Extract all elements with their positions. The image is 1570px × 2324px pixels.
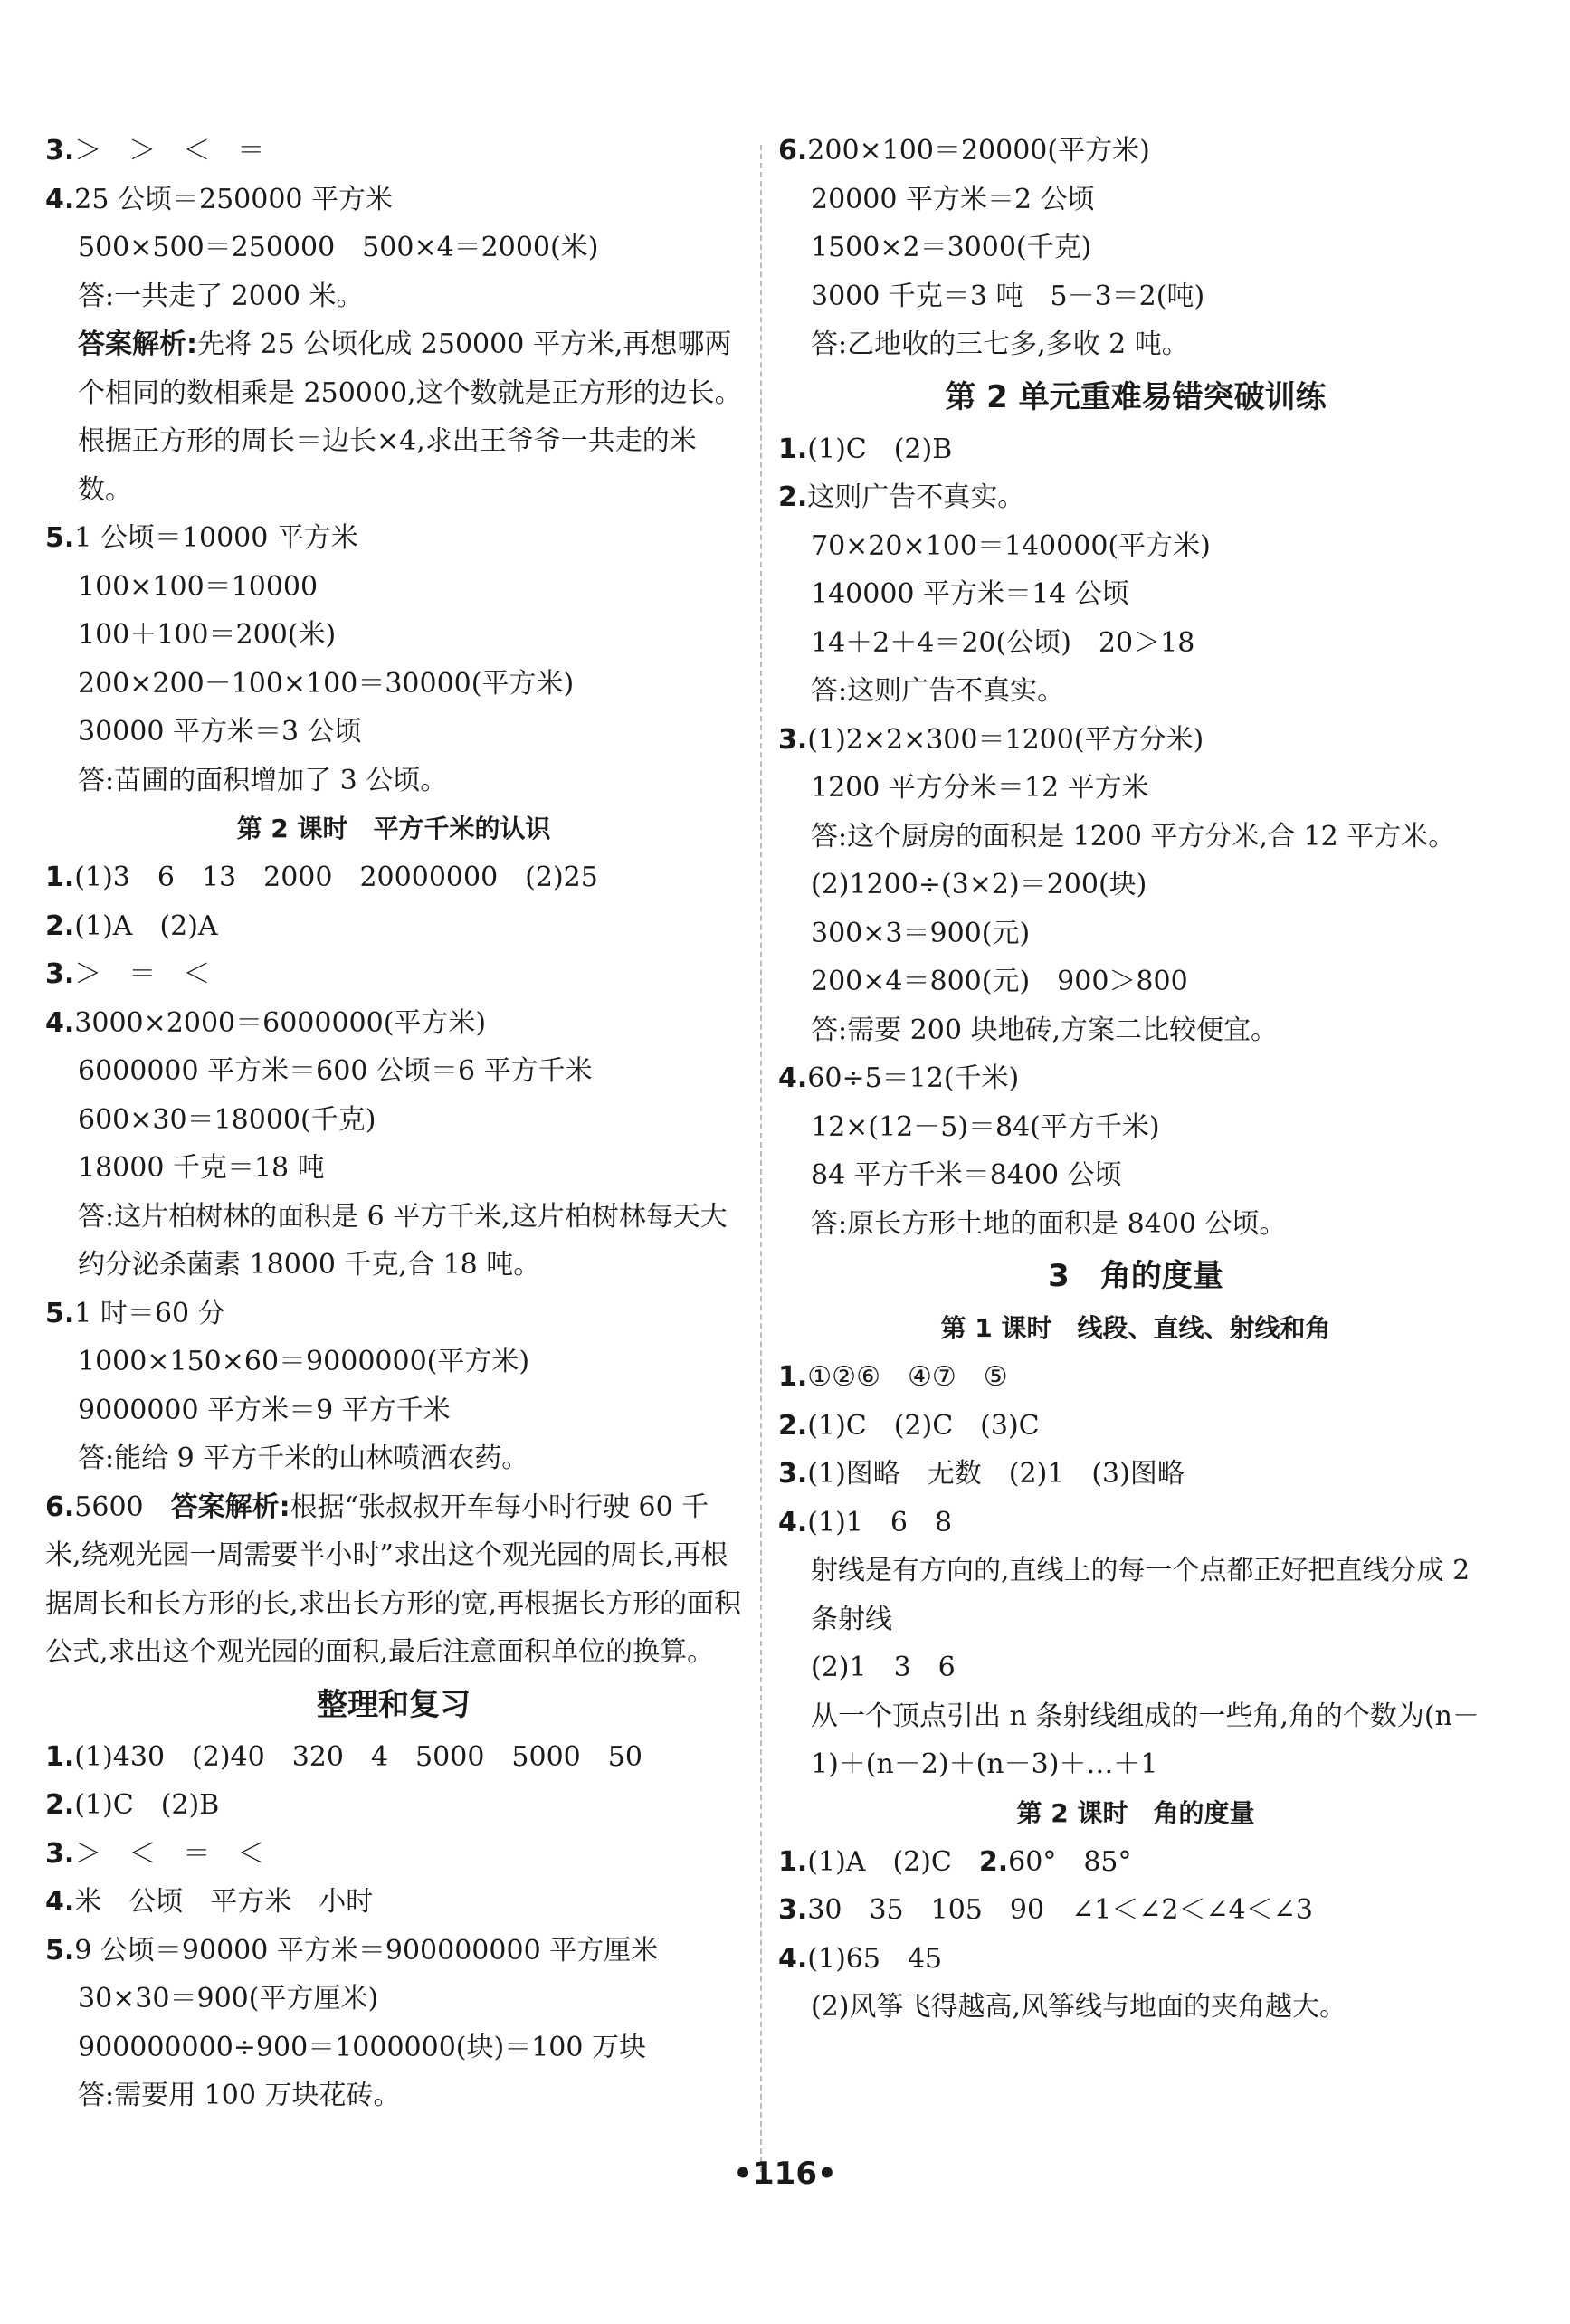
answer-line: 200×200－100×100＝30000(平方米) <box>78 667 575 700</box>
answer-4: 4.60÷5＝12(千米) <box>778 1062 1020 1094</box>
answer-4: 4.25 公顷＝250000 平方米 <box>45 183 394 215</box>
answer-line: (2)1 3 6 <box>811 1652 956 1683</box>
answer-line: 100×100＝10000 <box>78 570 319 603</box>
right-column <box>778 127 1493 2032</box>
answer-line: 答:这则广告不真实。 <box>811 675 1065 707</box>
answer-line: 1200 平方分米＝12 平方米 <box>811 772 1149 804</box>
answer-line: 答:苗圃的面积增加了 3 公顷。 <box>78 764 448 796</box>
answer-line: 答:这个厨房的面积是 1200 平方分米,合 12 平方米。 <box>811 820 1456 852</box>
answer-line: 600×30＝18000(千克) <box>78 1103 376 1136</box>
answer-3: 3.＞ ＜ ＝ ＜ <box>45 1837 265 1870</box>
answer-6: 6.5600 答案解析:根据“张叔叔开车每小时行驶 60 千米,绕观光园一周需要半小时”求出这个观光园的周长,再根据周长和长方形的长,求出长方形的宽,再根据长方形的面积公式,求出这个观光园的面积,最后注意面积单位的换算。 <box>45 1491 742 1668</box>
lesson-title: 第 2 课时 平方千米的认识 <box>236 814 551 843</box>
answer-line: 300×3＝900(元) <box>811 917 1031 949</box>
answer-line: 84 平方千米＝8400 公顷 <box>811 1159 1122 1191</box>
answer-line: 20000 平方米＝2 公顷 <box>811 183 1095 215</box>
answer-4: 4.(1)65 45 <box>778 1942 943 1975</box>
answer-line: 答:乙地收的三七多,多收 2 吨。 <box>811 329 1189 360</box>
left-column <box>45 127 742 2120</box>
answer-line: (2)1200÷(3×2)＝200(块) <box>811 869 1147 900</box>
answer-2: 2.(1)C (2)C (3)C <box>778 1409 1040 1442</box>
answer-line: 答:这片柏树林的面积是 6 平方千米,这片柏树林每天大约分泌杀菌素 18000 千克,合 18 吨。 <box>78 1200 728 1281</box>
section-title: 第 2 单元重难易错突破训练 <box>945 378 1327 415</box>
answer-line: 答:需要 200 块地砖,方案二比较便宜。 <box>811 1014 1278 1046</box>
chapter-title: 3 角的度量 <box>1048 1258 1223 1294</box>
answer-5: 5.1 时＝60 分 <box>45 1297 225 1329</box>
answer-line: 12×(12－5)＝84(平方千米) <box>811 1110 1160 1143</box>
answer-4: 4.3000×2000＝6000000(平方米) <box>45 1006 487 1039</box>
answer-line: 6000000 平方米＝600 公顷＝6 平方千米 <box>78 1055 593 1087</box>
answer-line: 1000×150×60＝9000000(平方米) <box>78 1346 530 1377</box>
answer-3: 3.(1)2×2×300＝1200(平方分米) <box>778 723 1204 756</box>
answer-2: 2.(1)A (2)A <box>45 910 218 942</box>
answer-2: 2.(1)C (2)B <box>45 1789 220 1821</box>
answer-3: 3.(1)图略 无数 (2)1 (3)图略 <box>778 1458 1185 1490</box>
section-title: 整理和复习 <box>317 1686 471 1723</box>
answer-line: 500×500＝250000 500×4＝2000(米) <box>78 232 599 263</box>
column-divider <box>760 145 762 2172</box>
answer-line: 1500×2＝3000(千克) <box>811 232 1092 263</box>
answer-line: 18000 千克＝18 吨 <box>78 1152 325 1184</box>
lesson-title: 第 2 课时 角的度量 <box>1016 1797 1255 1828</box>
answer-3: 3.＞ ＞ ＜ ＝ <box>45 135 265 167</box>
answer-line: 70×20×100＝140000(平方米) <box>811 529 1211 562</box>
lesson-title: 第 1 课时 线段、直线、射线和角 <box>940 1313 1331 1343</box>
answer-explanation: 答案解析:先将 25 公顷化成 250000 平方米,再想哪两个相同的数相乘是 250000,这个数就是正方形的边长。根据正方形的周长＝边长×4,求出王爷爷一共走的米数。 <box>78 329 742 506</box>
answer-line: (2)风筝飞得越高,风筝线与地面的夹角越大。 <box>811 1991 1347 2023</box>
answer-line: 答:需要用 100 万块花砖。 <box>78 2080 401 2111</box>
answer-5: 5.1 公顷＝10000 平方米 <box>45 522 358 554</box>
answer-3: 3.30 35 105 90 ∠1＜∠2＜∠4＜∠3 <box>778 1894 1313 1926</box>
answer-line: 答:原长方形土地的面积是 8400 公顷。 <box>811 1207 1287 1240</box>
answer-line: 射线是有方向的,直线上的每一个点都正好把直线分成 2 条射线 <box>811 1555 1470 1635</box>
answer-line: 30000 平方米＝3 公顷 <box>78 716 362 748</box>
answer-line: 900000000÷900＝1000000(块)＝100 万块 <box>78 2031 646 2063</box>
page-number: •116• <box>733 2156 837 2192</box>
answer-1: 1.(1)430 (2)40 320 4 5000 5000 50 <box>45 1740 642 1773</box>
answer-line: 30×30＝900(平方厘米) <box>78 1983 379 2014</box>
answer-line: 100＋100＝200(米) <box>78 619 337 651</box>
answer-1: 1.①②⑥ ④⑦ ⑤ <box>778 1361 1008 1393</box>
answer-line: 9000000 平方米＝9 平方千米 <box>78 1394 451 1426</box>
answer-1: 1.(1)C (2)B <box>778 433 953 465</box>
answer-line: 答:能给 9 平方千米的山林喷洒农药。 <box>78 1443 529 1474</box>
answer-line: 140000 平方米＝14 公顷 <box>811 578 1129 610</box>
answer-line: 200×4＝800(元) 900＞800 <box>811 966 1188 997</box>
answer-1: 1.(1)3 6 13 2000 20000000 (2)25 <box>45 862 598 893</box>
answer-4: 4.(1)1 6 8 <box>778 1506 953 1538</box>
answer-line: 从一个顶点引出 n 条射线组成的一些角,角的个数为(n－1)＋(n－2)＋(n－3)＋…＋1 <box>811 1700 1480 1780</box>
answer-line: 答:一共走了 2000 米。 <box>78 280 364 312</box>
answer-3: 3.＞ ＝ ＜ <box>45 958 211 990</box>
answer-2: 2.这则广告不真实。 <box>778 481 1025 513</box>
answer-line: 14＋2＋4＝20(公顷) 20＞18 <box>811 626 1195 659</box>
answer-4: 4.米 公顷 平方米 小时 <box>45 1886 374 1918</box>
answer-5: 5.9 公顷＝90000 平方米＝900000000 平方厘米 <box>45 1934 659 1967</box>
answer-1-2: 1.(1)A (2)C 2.60° 85° <box>778 1845 1132 1878</box>
answer-line: 3000 千克＝3 吨 5－3＝2(吨) <box>811 280 1205 312</box>
answer-6: 6.200×100＝20000(平方米) <box>778 135 1150 167</box>
